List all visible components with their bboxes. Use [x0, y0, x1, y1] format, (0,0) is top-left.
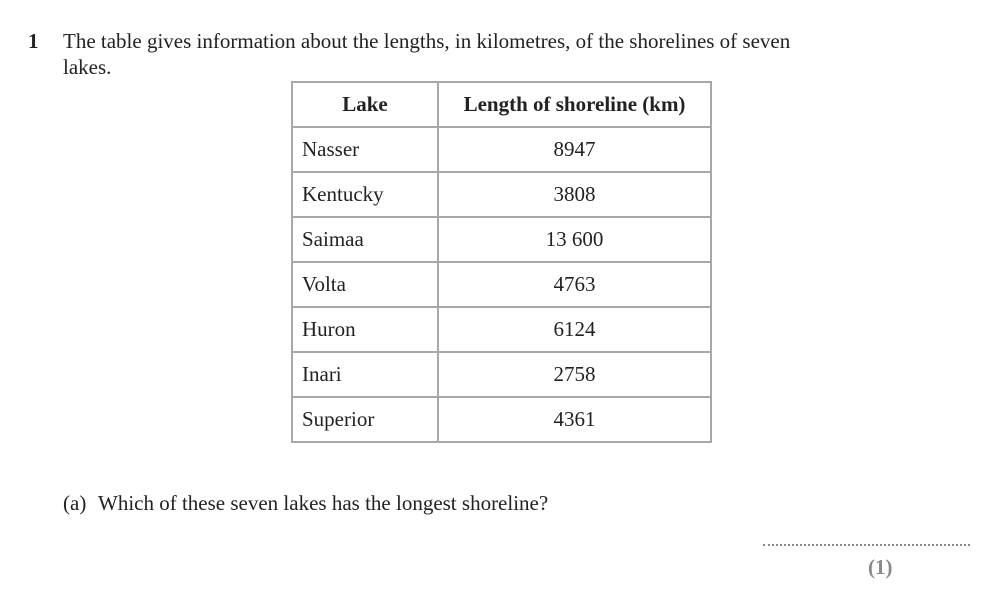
shoreline-length-cell: 13 600 [438, 217, 711, 262]
header-length: Length of shoreline (km) [438, 82, 711, 127]
marks-indicator: (1) [868, 555, 893, 579]
shoreline-length-cell: 8947 [438, 127, 711, 172]
lake-name-cell: Nasser [292, 127, 438, 172]
shoreline-length-cell: 4763 [438, 262, 711, 307]
table-header-row [292, 82, 711, 127]
answer-line[interactable] [763, 543, 970, 546]
table-row [292, 262, 711, 307]
lake-name-cell: Huron [292, 307, 438, 352]
lake-name-cell: Inari [292, 352, 438, 397]
lake-name-cell: Saimaa [292, 217, 438, 262]
part-a-question [63, 490, 548, 516]
lake-name-cell: Superior [292, 397, 438, 442]
shoreline-length-cell: 4361 [438, 397, 711, 442]
lake-name-cell: Kentucky [292, 172, 438, 217]
shoreline-length-cell: 6124 [438, 307, 711, 352]
question-number: 1 [28, 29, 39, 53]
table-row [292, 307, 711, 352]
table-row [292, 352, 711, 397]
part-a-text: Which of these seven lakes has the longest shoreline? [98, 491, 549, 515]
lake-name-cell: Volta [292, 262, 438, 307]
shoreline-table [291, 81, 712, 443]
question-text: The table gives information about the lengths, in kilometres, of the shorelines of seven lakes. [63, 29, 791, 79]
table-row [292, 127, 711, 172]
table-row [292, 172, 711, 217]
table-row [292, 397, 711, 442]
shoreline-length-cell: 3808 [438, 172, 711, 217]
header-lake: Lake [292, 82, 438, 127]
shoreline-length-cell: 2758 [438, 352, 711, 397]
table-row [292, 217, 711, 262]
part-a-label: (a) [63, 491, 87, 515]
